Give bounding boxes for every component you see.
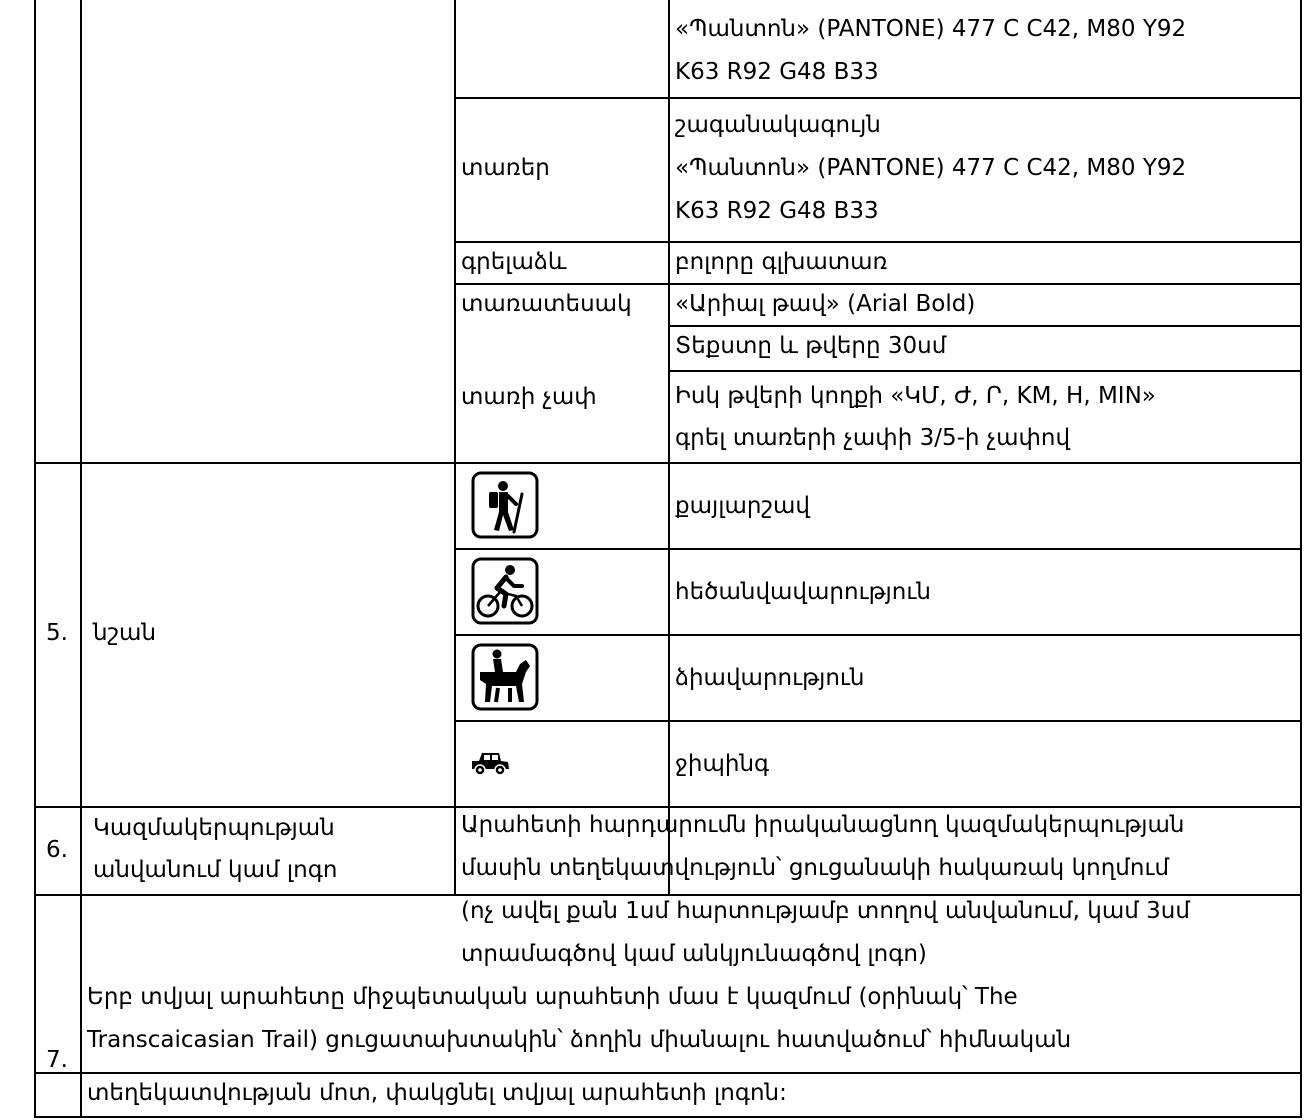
cell-text: K63 R92 G48 B33: [675, 59, 879, 85]
cell-text: շագանակագույն: [675, 112, 881, 138]
col-divider-number-row7: [80, 1072, 82, 1118]
sign-label: ձիավարություն: [675, 665, 865, 691]
cell-text: «Արիալ թավ» (Arial Bold): [675, 291, 976, 317]
cell-text: բոլորը գլխատառ: [675, 249, 888, 275]
row-line: [454, 283, 1302, 285]
hiker-icon: [470, 470, 540, 540]
row-line: [668, 325, 1302, 327]
cyclist-icon: [470, 556, 540, 626]
row-number: 6.: [46, 837, 68, 863]
sublabel-letters: տառեր: [461, 155, 550, 181]
cell-text: K63 R92 G48 B33: [675, 198, 879, 224]
cell-text: տեղեկատվության մոտ, փակցնել տվյալ արահետի լոգոն:: [87, 1080, 787, 1106]
col-divider-name: [454, 0, 456, 894]
sign-label: քայլարշավ: [675, 493, 810, 519]
row-line: [454, 97, 1302, 99]
row-label: Կազմակերպության: [93, 815, 335, 841]
spec-table: [34, 0, 1304, 1118]
cell-text: Արահետի հարդարումն իրականացնող կազմակերպության: [461, 812, 1185, 838]
table-border-left: [34, 0, 36, 1118]
jeep-icon: [469, 749, 511, 777]
cell-text: Transcaicasian Trail) ցուցատախտակին՝ ձողին միանալու հատվածում՝ հիմնական: [87, 1027, 1072, 1053]
cell-text: (ոչ ավել քան 1սմ հարտությամբ տողով անվանում, կամ 3սմ: [461, 898, 1190, 924]
row-line: [454, 720, 1302, 722]
row-number: 7.: [46, 1047, 68, 1073]
sublabel-size: տառի չափ: [461, 384, 597, 410]
sublabel-writing: գրելաձև: [461, 249, 567, 275]
cell-text: «Պանտոն» (PANTONE) 477 C C42, M80 Y92: [675, 155, 1187, 181]
row-line: [34, 462, 1302, 464]
sign-label: հեծանվավարություն: [675, 579, 931, 605]
cell-text: Երբ տվյալ արահետը միջպետական արահետի մաս է կազմում (օրինակ՝ The: [87, 984, 1018, 1010]
row-number: 5.: [46, 620, 68, 646]
cell-text: տրամագծով կամ անկյունագծով լոգո): [461, 941, 927, 967]
cell-text: Իսկ թվերի կողքի «ԿՄ, Ժ, Ր, KM, H, MIN»: [675, 383, 1156, 409]
sign-label: ջիպինգ: [675, 751, 770, 777]
cell-text: մասին տեղեկատվություն՝ ցուցանակի հակառակ կողմում: [461, 855, 1170, 881]
cell-text: «Պանտոն» (PANTONE) 477 C C42, M80 Y92: [675, 16, 1187, 42]
col-divider-number: [80, 0, 82, 1072]
cell-text: գրել տառերի չափի 3/5-ի չափով: [675, 425, 1071, 451]
row-line: [34, 1072, 1302, 1074]
row-line: [454, 548, 1302, 550]
row-label: անվանում կամ լոգո: [93, 857, 338, 883]
cell-text: Տեքստը և թվերը 30սմ: [675, 333, 947, 359]
col-divider-sublabel: [668, 0, 670, 894]
table-border-bottom: [34, 1116, 1302, 1118]
row-label: նշան: [93, 620, 157, 646]
table-border-right: [1300, 0, 1302, 1118]
sublabel-font: տառատեսակ: [461, 291, 632, 317]
row-line: [454, 634, 1302, 636]
row-line: [454, 241, 1302, 243]
row-line: [668, 370, 1302, 372]
horse-rider-icon: [470, 642, 540, 712]
